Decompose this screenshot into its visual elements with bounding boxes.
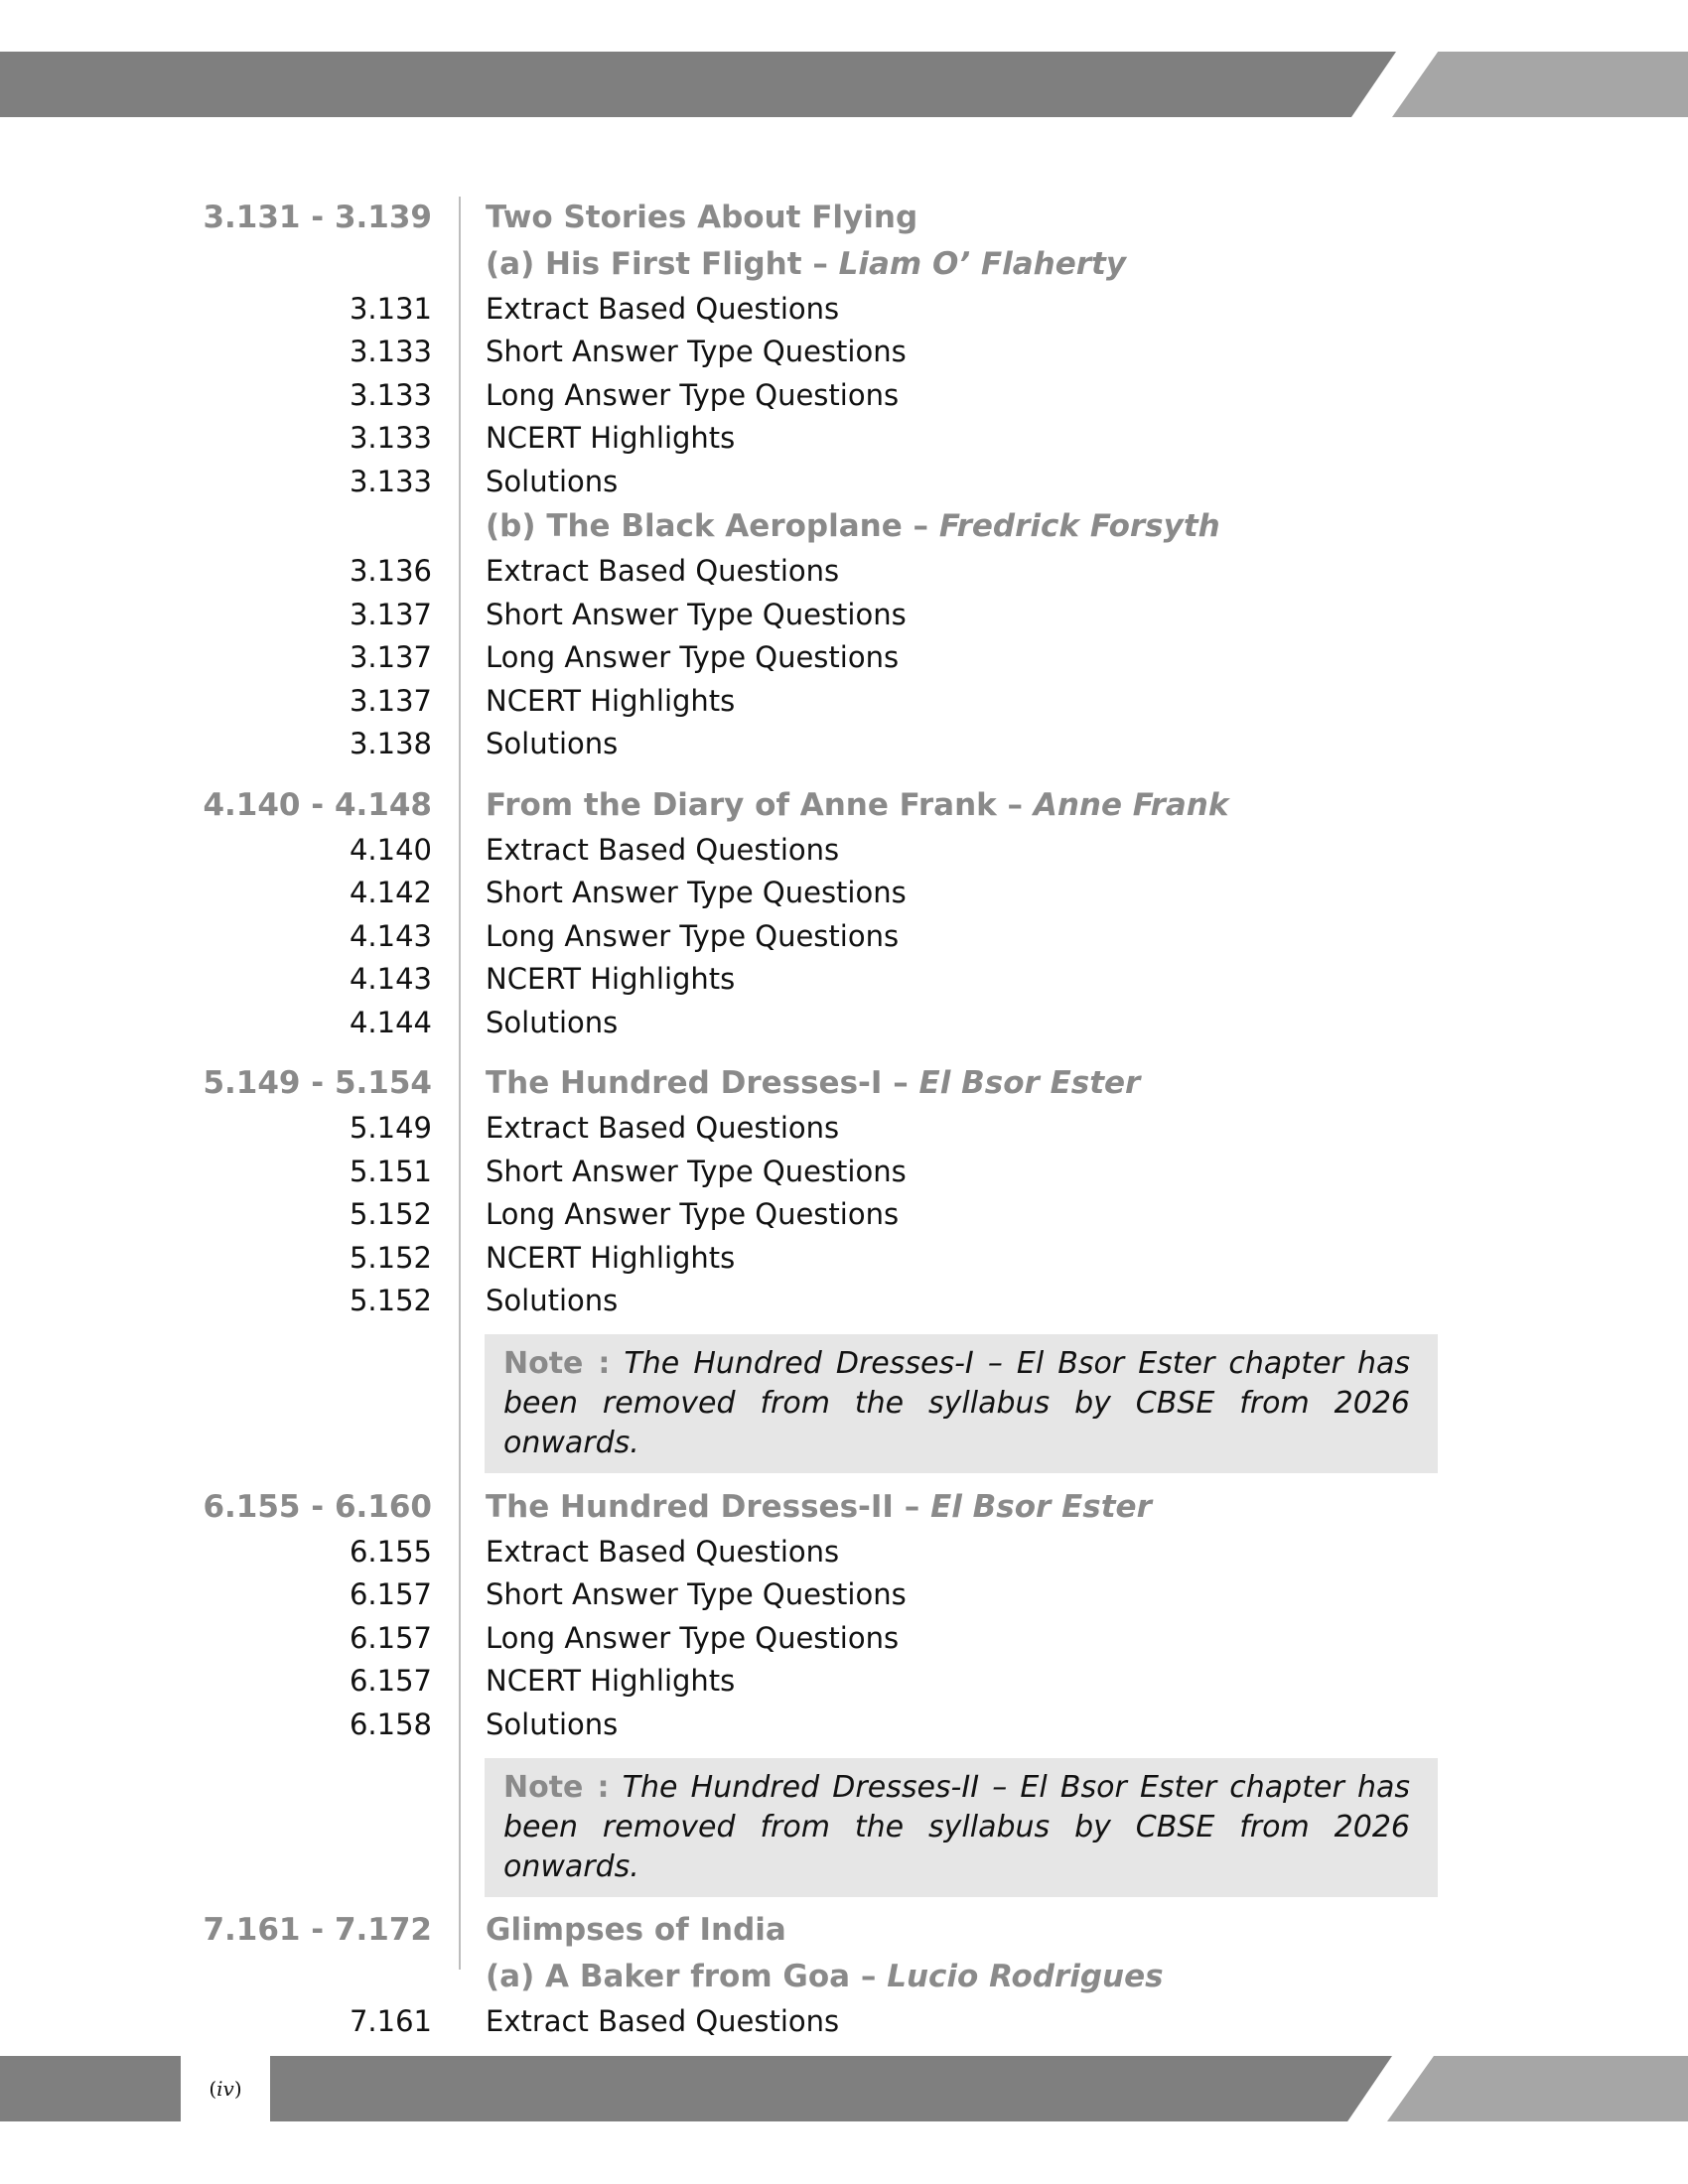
note-text: The Hundred Dresses-II – El Bsor Ester chapter has been removed from the syllabus by CBSE from 2026 onwards. [503,1769,1410,1884]
toc-entry[interactable] [0,287,1688,331]
entry-label: Extract Based Questions [486,1534,840,1569]
toc-entry[interactable] [0,331,1688,374]
top-banner-dark [0,52,1396,117]
entry-page: 6.157 [349,1664,432,1699]
section-heading[interactable] [0,1907,1688,1954]
toc-entry[interactable] [0,914,1688,958]
entry-label: Long Answer Type Questions [486,918,900,953]
section-heading[interactable] [0,1483,1688,1530]
entry-label: NCERT Highlights [486,421,736,456]
section-title: Glimpses of India [486,1912,786,1948]
part-author: Fredrick Forsyth [938,508,1220,544]
part-title: (a) A Baker from Goa – Lucio Rodrigues [486,1959,1164,1994]
part-heading[interactable] [0,240,1688,287]
entry-label: Long Answer Type Questions [486,1197,900,1232]
note-label: Note : [503,1346,611,1381]
entry-page: 4.142 [349,876,432,910]
section-title-text: The Hundred Dresses-II [486,1488,894,1525]
entry-page: 3.133 [349,464,432,498]
entry-label: Extract Based Questions [486,832,840,867]
entry-label: Extract Based Questions [486,291,840,326]
part-author: Lucio Rodrigues [887,1959,1164,1994]
entry-label: Short Answer Type Questions [486,876,907,910]
toc-entry[interactable] [0,958,1688,1002]
entry-label: Long Answer Type Questions [486,377,900,412]
entry-page: 3.133 [349,421,432,456]
entry-page: 4.144 [349,1005,432,1039]
entry-label: Extract Based Questions [486,1111,840,1146]
toc-entry[interactable] [0,417,1688,461]
section-heading[interactable] [0,194,1688,240]
section-author: El Bsor Ester [930,1488,1152,1525]
entry-page: 6.158 [349,1706,432,1741]
entry-page: 4.140 [349,832,432,867]
toc-entry[interactable] [0,460,1688,503]
section-heading[interactable] [0,1060,1688,1107]
toc-entry[interactable] [0,679,1688,723]
entry-label: NCERT Highlights [486,1240,736,1275]
section-author: Anne Frank [1033,786,1229,823]
section-range: 6.155 - 6.160 [203,1488,432,1525]
page-number: iv [216,2077,234,2101]
entry-page: 3.137 [349,640,432,675]
entry-page: 5.149 [349,1111,432,1146]
toc-entry[interactable] [0,1616,1688,1660]
section-title: Two Stories About Flying [486,199,918,235]
part-heading-text: (a) His First Flight [486,245,802,282]
note-label: Note : [503,1769,610,1805]
entry-page: 4.143 [349,918,432,953]
entry-page: 3.138 [349,727,432,761]
toc-entry[interactable] [0,1703,1688,1746]
section-range: 3.131 - 3.139 [203,199,432,235]
toc-entry[interactable] [0,1107,1688,1151]
toc-entry[interactable] [0,1660,1688,1704]
toc-entry[interactable] [0,593,1688,636]
part-title: (a) His First Flight – Liam O’ Flaherty [486,245,1127,282]
entry-page: 5.151 [349,1154,432,1188]
page-number-box: ( iv ) [181,2056,270,2121]
note-text: The Hundred Dresses-I – El Bsor Ester chapter has been removed from the syllabus by CBSE from 2026 onwards. [503,1346,1410,1460]
entry-label: Short Answer Type Questions [486,597,907,631]
toc-entry[interactable] [0,1001,1688,1044]
toc-entry[interactable] [0,2000,1688,2044]
section-heading[interactable] [0,781,1688,828]
section-title-text: The Hundred Dresses-I [486,1065,883,1101]
entry-label: NCERT Highlights [486,962,736,997]
toc-entry[interactable] [0,1530,1688,1573]
top-banner-light [1392,52,1688,117]
section-title: The Hundred Dresses-II – El Bsor Ester [486,1488,1152,1525]
entry-page: 3.137 [349,597,432,631]
section-range: 5.149 - 5.154 [203,1065,432,1101]
entry-page: 7.161 [349,2004,432,2039]
entry-label: NCERT Highlights [486,683,736,718]
part-title: (b) The Black Aeroplane – Fredrick Forsyth [486,508,1220,544]
entry-page: 3.133 [349,377,432,412]
section-range: 4.140 - 4.148 [203,786,432,823]
toc-entry[interactable] [0,872,1688,915]
entry-label: Short Answer Type Questions [486,335,907,369]
toc-entry[interactable] [0,1193,1688,1237]
toc-entry[interactable] [0,636,1688,680]
section-title: From the Diary of Anne Frank – Anne Frank [486,786,1229,823]
toc-entry[interactable] [0,1150,1688,1193]
part-heading[interactable] [0,1954,1688,2000]
entry-label: Solutions [486,1005,619,1039]
entry-label: Solutions [486,727,619,761]
toc-entry[interactable] [0,1280,1688,1323]
bottom-banner-light [1387,2056,1688,2121]
toc-entry[interactable] [0,1573,1688,1617]
toc-entry[interactable] [0,550,1688,594]
entry-label: Solutions [486,1284,619,1318]
section-title: The Hundred Dresses-I – El Bsor Ester [486,1065,1141,1101]
entry-label: Extract Based Questions [486,2004,840,2039]
removal-note [485,1334,1438,1473]
entry-label: Extract Based Questions [486,554,840,589]
entry-label: Solutions [486,1706,619,1741]
part-heading[interactable] [0,503,1688,550]
entry-page: 6.157 [349,1577,432,1612]
entry-page: 5.152 [349,1197,432,1232]
toc-entry[interactable] [0,828,1688,872]
entry-label: Solutions [486,464,619,498]
entry-label: Long Answer Type Questions [486,640,900,675]
section-range: 7.161 - 7.172 [203,1912,432,1948]
toc-entry[interactable] [0,723,1688,766]
part-author: Liam O’ Flaherty [838,245,1127,282]
toc-entry[interactable] [0,373,1688,417]
toc-entry[interactable] [0,1236,1688,1280]
entry-label: Long Answer Type Questions [486,1620,900,1655]
entry-page: 3.136 [349,554,432,589]
entry-label: NCERT Highlights [486,1664,736,1699]
table-of-contents [0,194,1688,2043]
entry-page: 5.152 [349,1240,432,1275]
section-title-text: From the Diary of Anne Frank [486,786,997,823]
entry-label: Short Answer Type Questions [486,1154,907,1188]
entry-page: 6.155 [349,1534,432,1569]
part-heading-text: (b) The Black Aeroplane [486,508,903,544]
entry-page: 3.133 [349,335,432,369]
part-heading-text: (a) A Baker from Goa [486,1959,851,1994]
entry-page: 4.143 [349,962,432,997]
entry-page: 6.157 [349,1620,432,1655]
entry-label: Short Answer Type Questions [486,1577,907,1612]
entry-page: 5.152 [349,1284,432,1318]
removal-note [485,1758,1438,1897]
entry-page: 3.131 [349,291,432,326]
entry-page: 3.137 [349,683,432,718]
section-author: El Bsor Ester [918,1065,1141,1101]
